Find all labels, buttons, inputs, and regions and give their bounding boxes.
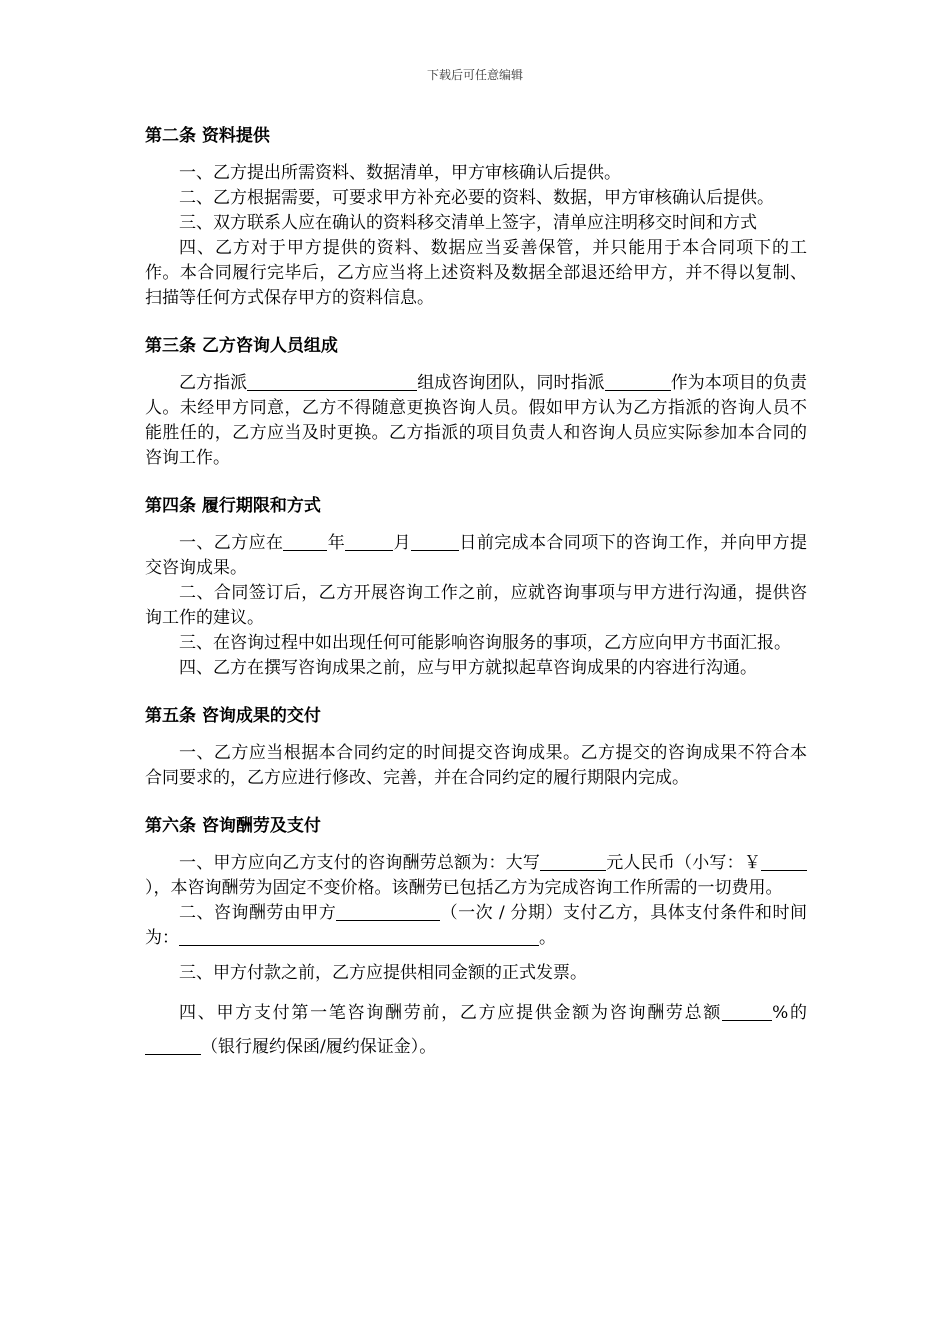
payment-terms-blank[interactable] [179, 927, 539, 946]
text: 四、甲方支付第一笔咨询酬劳前，乙方应提供金额为咨询酬劳总额 [179, 1003, 723, 1023]
section-2 [145, 124, 807, 311]
contract-body [145, 124, 807, 1087]
section-2-title: 第二条 资料提供 [145, 126, 270, 146]
text: 年 [327, 533, 346, 553]
section-3-title: 第三条 乙方咨询人员组成 [145, 336, 338, 356]
amount-figures-blank[interactable] [761, 852, 807, 871]
team-blank[interactable] [247, 372, 417, 391]
amount-words-blank[interactable] [540, 852, 606, 871]
text: 组成咨询团队，同时指派 [417, 373, 605, 393]
section-2-clause-3: 三、双方联系人应在确认的资料移交清单上签字，清单应注明移交时间和方式 [179, 213, 757, 233]
month-blank[interactable] [345, 532, 393, 551]
section-5-title: 第五条 咨询成果的交付 [145, 706, 321, 726]
percent-blank[interactable] [722, 1002, 772, 1021]
section-4-title: 第四条 履行期限和方式 [145, 496, 321, 516]
section-6-clause-4 [145, 996, 807, 1064]
section-6 [145, 814, 807, 1064]
section-5-clause-1: 一、乙方应当根据本合同约定的时间提交咨询成果。乙方提交的咨询成果不符合本合同要求的，乙方应进行修改、完善，并在合同约定的履行期限内完成。 [145, 743, 807, 788]
section-3 [145, 334, 807, 471]
text: 乙方指派 [179, 373, 248, 393]
text: 二、咨询酬劳由甲方 [179, 903, 337, 923]
page-header: 下载后可任意编辑 [426, 68, 523, 82]
text: 作为本项目的负责人。未经甲方同意，乙方不得随意更换咨询人员。假如甲方认为乙方指派的咨询人员不能胜任的，乙方应当及时更换。乙方指派的项目负责人和咨询人员应实际参加本合同的咨询工作。 [145, 373, 808, 468]
leader-blank[interactable] [605, 372, 671, 391]
section-2-clause-1: 一、乙方提出所需资料、数据清单，甲方审核确认后提供。 [179, 163, 621, 183]
text: 一、甲方应向乙方支付的咨询酬劳总额为：大写 [179, 853, 541, 873]
text: 日前完成本合同项下的咨询工作，并向甲方提交咨询成果。 [145, 533, 808, 578]
guarantee-type-blank[interactable] [145, 1036, 201, 1055]
text: 。 [539, 928, 556, 948]
payer-blank[interactable] [336, 902, 440, 921]
text: %的 [772, 1003, 808, 1023]
section-4-clause-2: 二、合同签订后，乙方开展咨询工作之前，应就咨询事项与甲方进行沟通，提供咨询工作的建议。 [145, 583, 807, 628]
year-blank[interactable] [283, 532, 327, 551]
section-6-clause-3: 三、甲方付款之前，乙方应提供相同金额的正式发票。 [179, 963, 587, 983]
text: （一次 / 分期）支付乙方，具体支付条件和时间为： [145, 903, 807, 948]
section-2-clause-4: 四、乙方对于甲方提供的资料、数据应当妥善保管，并只能用于本合同项下的工作。本合同履行完毕后，乙方应当将上述资料及数据全部退还给甲方，并不得以复制、扫描等任何方式保存甲方的资料信息。 [145, 238, 807, 308]
section-3-clause-1 [145, 371, 807, 471]
section-4-clause-3: 三、在咨询过程中如出现任何可能影响咨询服务的事项，乙方应向甲方书面汇报。 [179, 633, 791, 653]
section-2-clause-2: 二、乙方根据需要，可要求甲方补充必要的资料、数据，甲方审核确认后提供。 [179, 188, 774, 208]
text: 一、乙方应在 [179, 533, 284, 553]
section-6-title: 第六条 咨询酬劳及支付 [145, 816, 321, 836]
section-4 [145, 494, 807, 681]
day-blank[interactable] [411, 532, 459, 551]
section-5 [145, 704, 807, 791]
text: 元人民币（小写：￥ [606, 853, 762, 873]
text: 月 [393, 533, 412, 553]
text: ），本咨询酬劳为固定不变价格。该酬劳已包括乙方为完成咨询工作所需的一切费用。 [145, 878, 783, 898]
text: （银行履约保函/履约保证金）。 [201, 1037, 437, 1057]
section-4-clause-4: 四、乙方在撰写咨询成果之前，应与甲方就拟起草咨询成果的内容进行沟通。 [179, 658, 757, 678]
section-6-clause-1 [145, 851, 807, 901]
section-4-clause-1 [145, 531, 807, 581]
section-6-clause-2 [145, 901, 807, 951]
